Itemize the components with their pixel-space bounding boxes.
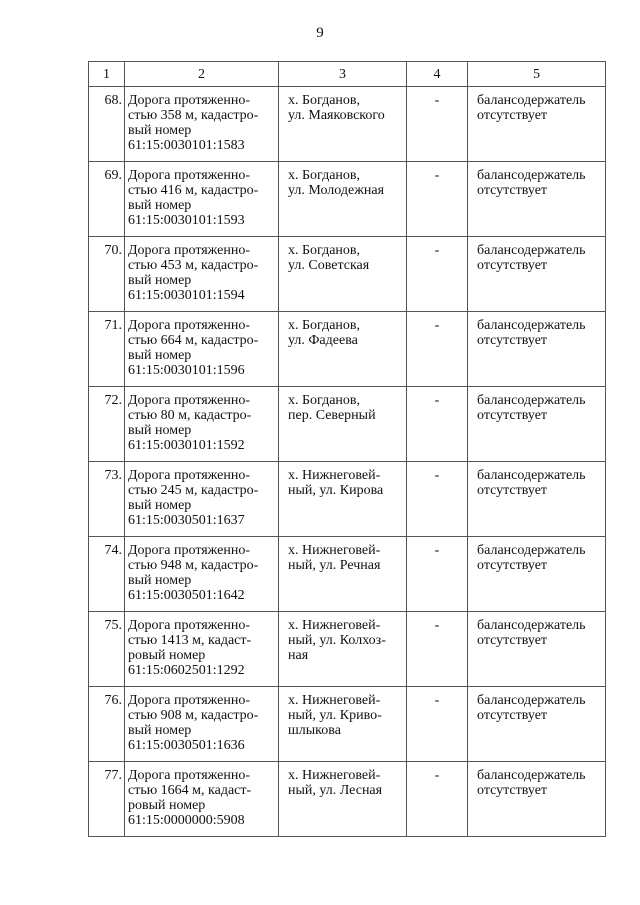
balance-holder-cell bbox=[468, 87, 606, 162]
object-description-line: стью 80 м, кадастро- bbox=[128, 408, 252, 423]
column-header-4: 4 bbox=[407, 62, 468, 87]
address-cell bbox=[279, 687, 407, 762]
object-description-line: Дорога протяженно- bbox=[128, 393, 251, 408]
balance-holder-cell bbox=[468, 537, 606, 612]
object-description-line: 61:15:0030101:1594 bbox=[128, 288, 245, 303]
object-description-cell bbox=[125, 237, 279, 312]
table-row bbox=[89, 762, 606, 837]
address-line: ный, ул. Кирова bbox=[288, 483, 384, 498]
address-line: ная bbox=[288, 648, 309, 663]
object-description-line: 61:15:0030101:1593 bbox=[128, 213, 245, 228]
object-description-line: Дорога протяженно- bbox=[128, 243, 251, 258]
object-description-line: вый номер bbox=[128, 723, 192, 738]
object-description-cell bbox=[125, 762, 279, 837]
balance-holder-line: балансодержатель bbox=[477, 543, 586, 558]
address-line: ул. Маяковского bbox=[288, 108, 385, 123]
balance-holder-line: отсутствует bbox=[477, 333, 548, 348]
row-number: 70. bbox=[89, 237, 125, 312]
balance-holder-line: балансодержатель bbox=[477, 393, 586, 408]
balance-holder-line: отсутствует bbox=[477, 783, 548, 798]
balance-holder-cell bbox=[468, 762, 606, 837]
address-line: х. Богданов, bbox=[288, 393, 361, 408]
address-line: х. Богданов, bbox=[288, 318, 361, 333]
object-description-line: 61:15:0030101:1596 bbox=[128, 363, 245, 378]
object-description-line: Дорога протяженно- bbox=[128, 768, 251, 783]
object-description-cell bbox=[125, 687, 279, 762]
table-row bbox=[89, 312, 606, 387]
table-header bbox=[89, 62, 606, 87]
object-description-line: 61:15:0030501:1642 bbox=[128, 588, 245, 603]
address-line: ный, ул. Речная bbox=[288, 558, 381, 573]
object-description-line: вый номер bbox=[128, 573, 192, 588]
row-number: 68. bbox=[89, 87, 125, 162]
address-cell bbox=[279, 612, 407, 687]
object-description-line: вый номер bbox=[128, 273, 192, 288]
row-number: 75. bbox=[89, 612, 125, 687]
object-description-cell bbox=[125, 462, 279, 537]
address-line: х. Нижнеговей- bbox=[288, 618, 381, 633]
balance-holder-line: балансодержатель bbox=[477, 693, 586, 708]
balance-holder-cell bbox=[468, 312, 606, 387]
column-4-value: - bbox=[407, 687, 468, 762]
object-description-line: Дорога протяженно- bbox=[128, 618, 251, 633]
balance-holder-line: балансодержатель bbox=[477, 243, 586, 258]
balance-holder-cell bbox=[468, 612, 606, 687]
column-4-value: - bbox=[407, 312, 468, 387]
object-description-line: вый номер bbox=[128, 348, 192, 363]
object-description-cell bbox=[125, 612, 279, 687]
object-description-line: стью 358 м, кадастро- bbox=[128, 108, 259, 123]
address-line: ул. Советская bbox=[288, 258, 370, 273]
column-4-value: - bbox=[407, 537, 468, 612]
balance-holder-cell bbox=[468, 687, 606, 762]
address-line: х. Богданов, bbox=[288, 243, 361, 258]
address-cell bbox=[279, 237, 407, 312]
page-number: 9 bbox=[316, 25, 324, 41]
balance-holder-line: отсутствует bbox=[477, 258, 548, 273]
table-row bbox=[89, 162, 606, 237]
address-cell bbox=[279, 462, 407, 537]
column-4-value: - bbox=[407, 462, 468, 537]
address-cell bbox=[279, 387, 407, 462]
address-line: ный, ул. Лесная bbox=[288, 783, 383, 798]
balance-holder-cell bbox=[468, 237, 606, 312]
balance-holder-line: отсутствует bbox=[477, 558, 548, 573]
object-description-line: 61:15:0030501:1636 bbox=[128, 738, 245, 753]
balance-holder-cell bbox=[468, 462, 606, 537]
balance-holder-line: отсутствует bbox=[477, 708, 548, 723]
address-line: пер. Северный bbox=[288, 408, 376, 423]
object-description-line: Дорога протяженно- bbox=[128, 93, 251, 108]
address-cell bbox=[279, 87, 407, 162]
object-description-cell bbox=[125, 312, 279, 387]
balance-holder-line: балансодержатель bbox=[477, 468, 586, 483]
object-description-line: Дорога протяженно- bbox=[128, 693, 251, 708]
table-row bbox=[89, 462, 606, 537]
column-header-2: 2 bbox=[125, 62, 279, 87]
column-4-value: - bbox=[407, 612, 468, 687]
object-description-line: 61:15:0602501:1292 bbox=[128, 663, 245, 678]
table-row bbox=[89, 612, 606, 687]
balance-holder-cell bbox=[468, 387, 606, 462]
object-description-cell bbox=[125, 387, 279, 462]
object-description-line: вый номер bbox=[128, 423, 192, 438]
object-description-line: 61:15:0030101:1583 bbox=[128, 138, 245, 153]
table-row bbox=[89, 87, 606, 162]
column-header-5: 5 bbox=[468, 62, 606, 87]
address-line: шлыкова bbox=[288, 723, 341, 738]
address-line: х. Богданов, bbox=[288, 93, 361, 108]
object-description-line: вый номер bbox=[128, 198, 192, 213]
object-description-line: ровый номер bbox=[128, 648, 206, 663]
column-4-value: - bbox=[407, 762, 468, 837]
object-description-line: стью 416 м, кадастро- bbox=[128, 183, 259, 198]
object-description-line: Дорога протяженно- bbox=[128, 318, 251, 333]
header-row bbox=[89, 62, 606, 87]
address-cell bbox=[279, 762, 407, 837]
object-description-line: стью 1664 м, кадаст- bbox=[128, 783, 252, 798]
balance-holder-line: отсутствует bbox=[477, 483, 548, 498]
object-description-line: стью 908 м, кадастро- bbox=[128, 708, 259, 723]
object-description-line: Дорога протяженно- bbox=[128, 543, 251, 558]
balance-holder-line: балансодержатель bbox=[477, 168, 586, 183]
balance-holder-line: балансодержатель bbox=[477, 618, 586, 633]
object-description-cell bbox=[125, 87, 279, 162]
column-4-value: - bbox=[407, 162, 468, 237]
balance-holder-line: отсутствует bbox=[477, 408, 548, 423]
object-description-line: стью 664 м, кадастро- bbox=[128, 333, 259, 348]
object-description-line: стью 948 м, кадастро- bbox=[128, 558, 259, 573]
object-description-cell bbox=[125, 537, 279, 612]
balance-holder-line: отсутствует bbox=[477, 108, 548, 123]
address-line: ный, ул. Криво- bbox=[288, 708, 382, 723]
column-4-value: - bbox=[407, 387, 468, 462]
table-row bbox=[89, 387, 606, 462]
row-number: 77. bbox=[89, 762, 125, 837]
object-description-line: стью 453 м, кадастро- bbox=[128, 258, 259, 273]
address-cell bbox=[279, 537, 407, 612]
object-description-line: Дорога протяженно- bbox=[128, 468, 251, 483]
row-number: 73. bbox=[89, 462, 125, 537]
table-row bbox=[89, 537, 606, 612]
object-description-line: вый номер bbox=[128, 498, 192, 513]
row-number: 72. bbox=[89, 387, 125, 462]
row-number: 76. bbox=[89, 687, 125, 762]
address-line: х. Нижнеговей- bbox=[288, 468, 381, 483]
object-description-line: стью 245 м, кадастро- bbox=[128, 483, 259, 498]
registry-table bbox=[88, 61, 606, 837]
table-row bbox=[89, 687, 606, 762]
object-description-line: ровый номер bbox=[128, 798, 206, 813]
object-description-line: 61:15:0030101:1592 bbox=[128, 438, 245, 453]
object-description-line: стью 1413 м, кадаст- bbox=[128, 633, 252, 648]
object-description-line: вый номер bbox=[128, 123, 192, 138]
address-cell bbox=[279, 312, 407, 387]
balance-holder-line: балансодержатель bbox=[477, 318, 586, 333]
address-line: ул. Фадеева bbox=[288, 333, 358, 348]
address-line: ул. Молодежная bbox=[288, 183, 385, 198]
balance-holder-line: отсутствует bbox=[477, 633, 548, 648]
object-description-cell bbox=[125, 162, 279, 237]
row-number: 71. bbox=[89, 312, 125, 387]
balance-holder-line: балансодержатель bbox=[477, 768, 586, 783]
balance-holder-line: балансодержатель bbox=[477, 93, 586, 108]
address-cell bbox=[279, 162, 407, 237]
address-line: х. Нижнеговей- bbox=[288, 693, 381, 708]
column-4-value: - bbox=[407, 87, 468, 162]
table-body bbox=[89, 87, 606, 837]
address-line: х. Нижнеговей- bbox=[288, 768, 381, 783]
column-header-3: 3 bbox=[279, 62, 407, 87]
column-header-1: 1 bbox=[89, 62, 125, 87]
table-row bbox=[89, 237, 606, 312]
object-description-line: 61:15:0030501:1637 bbox=[128, 513, 245, 528]
balance-holder-cell bbox=[468, 162, 606, 237]
balance-holder-line: отсутствует bbox=[477, 183, 548, 198]
address-line: х. Богданов, bbox=[288, 168, 361, 183]
address-line: х. Нижнеговей- bbox=[288, 543, 381, 558]
row-number: 74. bbox=[89, 537, 125, 612]
object-description-line: Дорога протяженно- bbox=[128, 168, 251, 183]
row-number: 69. bbox=[89, 162, 125, 237]
address-line: ный, ул. Колхоз- bbox=[288, 633, 386, 648]
object-description-line: 61:15:0000000:5908 bbox=[128, 813, 245, 828]
column-4-value: - bbox=[407, 237, 468, 312]
